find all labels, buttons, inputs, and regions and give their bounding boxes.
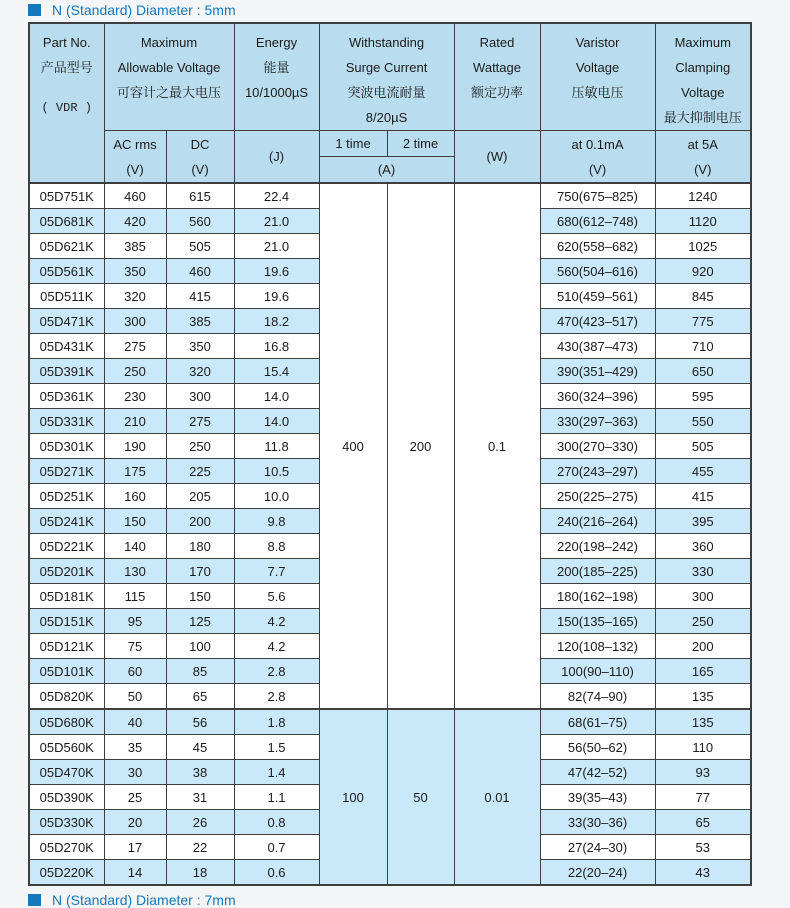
ac-rms-cell: 115 (104, 584, 166, 609)
two-time-subheader: 2 time (387, 131, 454, 157)
energy-cell: 14.0 (234, 384, 319, 409)
max-clamping-voltage-header (655, 23, 751, 131)
clamping-voltage-cell: 505 (655, 434, 751, 459)
ac-rms-cell: 25 (104, 785, 166, 810)
energy-cell: 0.6 (234, 860, 319, 886)
dc-cell: 275 (166, 409, 234, 434)
header-line: DC (190, 136, 210, 152)
part-no-cell: 05D560K (29, 735, 104, 760)
header-line: 可容计之最大电压 (117, 85, 222, 100)
header-line: Energy (255, 35, 298, 50)
varistor-voltage-cell: 39(35–43) (540, 785, 655, 810)
clamping-voltage-cell: 77 (655, 785, 751, 810)
ac-rms-cell: 350 (104, 259, 166, 284)
dc-cell: 38 (166, 760, 234, 785)
top-section-label (28, 0, 790, 17)
blue-square-icon (28, 894, 41, 906)
surge-2time-cell: 50 (387, 709, 454, 885)
dc-cell: 45 (166, 735, 234, 760)
energy-cell: 9.8 (234, 509, 319, 534)
clamping-voltage-cell: 300 (655, 584, 751, 609)
clamping-voltage-cell: 845 (655, 284, 751, 309)
clamping-voltage-cell: 250 (655, 609, 751, 634)
part-no-cell: 05D470K (29, 760, 104, 785)
clamping-voltage-cell: 1025 (655, 234, 751, 259)
varistor-voltage-cell: 100(90–110) (540, 659, 655, 684)
table-header (29, 23, 751, 183)
header-line: Allowable Voltage (117, 60, 221, 75)
header-line: Part No. (42, 35, 91, 50)
amp-unit-subheader: (A) (319, 157, 454, 184)
clamping-voltage-cell: 1240 (655, 183, 751, 209)
header-line: Maximum (674, 35, 731, 50)
ac-rms-cell: 20 (104, 810, 166, 835)
clamping-voltage-cell: 360 (655, 534, 751, 559)
header-line: Voltage (681, 85, 725, 100)
varistor-voltage-cell: 620(558–682) (540, 234, 655, 259)
header-line: Surge Current (345, 60, 428, 75)
varistor-voltage-cell: 300(270–330) (540, 434, 655, 459)
varistor-voltage-cell: 510(459–561) (540, 284, 655, 309)
dc-cell: 560 (166, 209, 234, 234)
table-row (29, 183, 751, 209)
varistor-voltage-cell: 33(30–36) (540, 810, 655, 835)
ac-rms-cell: 275 (104, 334, 166, 359)
clamping-voltage-cell: 53 (655, 835, 751, 860)
dc-cell: 225 (166, 459, 234, 484)
ac-rms-cell: 95 (104, 609, 166, 634)
energy-cell: 4.2 (234, 634, 319, 659)
header-line: Maximum (140, 35, 198, 50)
header-line: 10/1000µS (244, 85, 309, 100)
energy-unit-subheader: (J) (234, 131, 319, 184)
varistor-voltage-cell: 22(20–24) (540, 860, 655, 886)
energy-cell: 2.8 (234, 684, 319, 710)
clamping-voltage-cell: 595 (655, 384, 751, 409)
part-no-cell: 05D151K (29, 609, 104, 634)
energy-cell: 11.8 (234, 434, 319, 459)
header-line: (V) (126, 161, 144, 177)
varistor-voltage-cell: 560(504–616) (540, 259, 655, 284)
energy-cell: 16.8 (234, 334, 319, 359)
dc-cell: 300 (166, 384, 234, 409)
header-line: 能量 (263, 60, 290, 75)
part-no-cell: 05D221K (29, 534, 104, 559)
header-line: 额定功率 (471, 85, 524, 100)
ac-rms-cell: 300 (104, 309, 166, 334)
dc-cell: 320 (166, 359, 234, 384)
energy-cell: 18.2 (234, 309, 319, 334)
dc-cell: 31 (166, 785, 234, 810)
spec-table-body (29, 183, 751, 885)
varistor-voltage-cell: 200(185–225) (540, 559, 655, 584)
dc-cell: 18 (166, 860, 234, 886)
dc-subheader (166, 131, 234, 184)
part-no-cell: 05D201K (29, 559, 104, 584)
dc-cell: 250 (166, 434, 234, 459)
dc-cell: 415 (166, 284, 234, 309)
header-line: 8/20µS (365, 110, 408, 125)
part-no-cell: 05D820K (29, 684, 104, 710)
part-no-cell: 05D241K (29, 509, 104, 534)
varistor-voltage-cell: 360(324–396) (540, 384, 655, 409)
ac-rms-cell: 320 (104, 284, 166, 309)
part-no-header (29, 23, 104, 183)
header-line: Voltage (575, 60, 620, 75)
part-no-cell: 05D270K (29, 835, 104, 860)
watt-unit-subheader: (W) (454, 131, 540, 184)
clamping-voltage-cell: 650 (655, 359, 751, 384)
part-no-cell: 05D751K (29, 183, 104, 209)
ac-rms-cell: 130 (104, 559, 166, 584)
dc-cell: 350 (166, 334, 234, 359)
dc-cell: 460 (166, 259, 234, 284)
ac-rms-cell: 460 (104, 183, 166, 209)
varistor-voltage-cell: 150(135–165) (540, 609, 655, 634)
dc-cell: 615 (166, 183, 234, 209)
varistor-voltage-cell: 27(24–30) (540, 835, 655, 860)
varistor-voltage-cell: 250(225–275) (540, 484, 655, 509)
clamping-voltage-cell: 415 (655, 484, 751, 509)
header-line: (V) (588, 161, 607, 177)
clamping-voltage-cell: 920 (655, 259, 751, 284)
ac-rms-cell: 190 (104, 434, 166, 459)
energy-cell: 21.0 (234, 234, 319, 259)
header-line: Rated (479, 35, 515, 50)
ac-rms-cell: 50 (104, 684, 166, 710)
ac-rms-cell: 40 (104, 709, 166, 735)
ac-rms-cell: 75 (104, 634, 166, 659)
clamping-voltage-cell: 550 (655, 409, 751, 434)
ac-rms-cell: 250 (104, 359, 166, 384)
ac-rms-cell: 35 (104, 735, 166, 760)
rated-wattage-cell: 0.01 (454, 709, 540, 885)
energy-cell: 0.8 (234, 810, 319, 835)
header-line: 压敏电压 (571, 85, 624, 100)
rated-wattage-cell: 0.1 (454, 183, 540, 709)
energy-cell: 15.4 (234, 359, 319, 384)
part-no-cell: 05D330K (29, 810, 104, 835)
bottom-section-label (28, 892, 790, 907)
part-no-cell: 05D511K (29, 284, 104, 309)
varistor-voltage-cell: 56(50–62) (540, 735, 655, 760)
header-sub-row-1 (29, 131, 751, 157)
table-row (29, 709, 751, 735)
dc-cell: 200 (166, 509, 234, 534)
header-line: Varistor (575, 35, 620, 50)
top-section-label-text: N (Standard) Diameter : 5mm (52, 1, 236, 18)
surge-1time-cell: 100 (319, 709, 387, 885)
surge-1time-cell: 400 (319, 183, 387, 709)
dc-cell: 85 (166, 659, 234, 684)
part-no-cell: 05D220K (29, 860, 104, 886)
header-line: 产品型号 (40, 60, 93, 75)
dc-cell: 505 (166, 234, 234, 259)
energy-cell: 8.8 (234, 534, 319, 559)
varistor-voltage-cell: 330(297–363) (540, 409, 655, 434)
energy-cell: 19.6 (234, 259, 319, 284)
ac-rms-cell: 150 (104, 509, 166, 534)
header-line: 突波电流耐量 (347, 85, 426, 100)
energy-cell: 0.7 (234, 835, 319, 860)
clamping-voltage-cell: 135 (655, 684, 751, 710)
header-line: Clamping (675, 60, 731, 75)
clamping-voltage-cell: 395 (655, 509, 751, 534)
varistor-voltage-cell: 270(243–297) (540, 459, 655, 484)
varistor-voltage-cell: 82(74–90) (540, 684, 655, 710)
part-no-cell: 05D431K (29, 334, 104, 359)
dc-cell: 125 (166, 609, 234, 634)
one-time-subheader: 1 time (319, 131, 387, 157)
clamping-voltage-cell: 43 (655, 860, 751, 886)
energy-cell: 1.1 (234, 785, 319, 810)
dc-cell: 385 (166, 309, 234, 334)
ac-rms-cell: 160 (104, 484, 166, 509)
header-line: (V) (694, 161, 712, 177)
varistor-voltage-cell: 390(351–429) (540, 359, 655, 384)
part-no-cell: 05D391K (29, 359, 104, 384)
dc-cell: 100 (166, 634, 234, 659)
ac-rms-cell: 175 (104, 459, 166, 484)
ac-rms-cell: 14 (104, 860, 166, 886)
clamping-voltage-cell: 135 (655, 709, 751, 735)
dc-cell: 22 (166, 835, 234, 860)
varistor-voltage-cell: 430(387–473) (540, 334, 655, 359)
varistor-voltage-cell: 120(108–132) (540, 634, 655, 659)
clamping-subheader (655, 131, 751, 184)
ac-rms-cell: 230 (104, 384, 166, 409)
ac-rms-cell: 210 (104, 409, 166, 434)
varistor-voltage-cell: 750(675–825) (540, 183, 655, 209)
energy-cell: 19.6 (234, 284, 319, 309)
header-line: at 5A (687, 136, 718, 152)
header-main-row (29, 23, 751, 131)
varistor-voltage-cell: 220(198–242) (540, 534, 655, 559)
part-no-cell: 05D561K (29, 259, 104, 284)
dc-cell: 170 (166, 559, 234, 584)
dc-cell: 56 (166, 709, 234, 735)
part-no-cell: 05D331K (29, 409, 104, 434)
clamping-voltage-cell: 165 (655, 659, 751, 684)
varistor-subheader (540, 131, 655, 184)
surge-current-header (319, 23, 454, 131)
ac-rms-cell: 140 (104, 534, 166, 559)
energy-cell: 1.8 (234, 709, 319, 735)
header-line: (V) (191, 161, 209, 177)
varistor-voltage-cell: 47(42–52) (540, 760, 655, 785)
part-no-cell: 05D251K (29, 484, 104, 509)
dc-cell: 26 (166, 810, 234, 835)
energy-cell: 14.0 (234, 409, 319, 434)
dc-cell: 65 (166, 684, 234, 710)
varistor-voltage-cell: 68(61–75) (540, 709, 655, 735)
energy-cell: 1.5 (234, 735, 319, 760)
energy-cell: 21.0 (234, 209, 319, 234)
part-no-cell: 05D680K (29, 709, 104, 735)
clamping-voltage-cell: 65 (655, 810, 751, 835)
clamping-voltage-cell: 200 (655, 634, 751, 659)
varistor-voltage-cell: 680(612–748) (540, 209, 655, 234)
ac-rms-cell: 60 (104, 659, 166, 684)
dc-cell: 150 (166, 584, 234, 609)
ac-rms-cell: 420 (104, 209, 166, 234)
energy-cell: 2.8 (234, 659, 319, 684)
clamping-voltage-cell: 455 (655, 459, 751, 484)
energy-cell: 22.4 (234, 183, 319, 209)
energy-cell: 10.5 (234, 459, 319, 484)
energy-cell: 1.4 (234, 760, 319, 785)
energy-cell: 5.6 (234, 584, 319, 609)
ac-rms-cell: 30 (104, 760, 166, 785)
header-line: ( VDR ) (41, 101, 92, 115)
part-no-cell: 05D390K (29, 785, 104, 810)
part-no-cell: 05D121K (29, 634, 104, 659)
varistor-voltage-header (540, 23, 655, 131)
clamping-voltage-cell: 110 (655, 735, 751, 760)
clamping-voltage-cell: 1120 (655, 209, 751, 234)
energy-header (234, 23, 319, 131)
part-no-cell: 05D471K (29, 309, 104, 334)
energy-cell: 10.0 (234, 484, 319, 509)
part-no-cell: 05D271K (29, 459, 104, 484)
varistor-voltage-cell: 470(423–517) (540, 309, 655, 334)
bottom-section-label-text: N (Standard) Diameter : 7mm (52, 891, 236, 908)
header-line: 最大抑制电压 (663, 110, 742, 125)
part-no-cell: 05D621K (29, 234, 104, 259)
ac-rms-subheader (104, 131, 166, 184)
spec-table (28, 22, 752, 886)
part-no-cell: 05D181K (29, 584, 104, 609)
max-allowable-voltage-header (104, 23, 234, 131)
energy-cell: 7.7 (234, 559, 319, 584)
header-line: AC rms (113, 136, 157, 152)
varistor-voltage-cell: 180(162–198) (540, 584, 655, 609)
part-no-cell: 05D681K (29, 209, 104, 234)
header-line: Wattage (473, 60, 521, 75)
ac-rms-cell: 17 (104, 835, 166, 860)
surge-2time-cell: 200 (387, 183, 454, 709)
clamping-voltage-cell: 93 (655, 760, 751, 785)
clamping-voltage-cell: 775 (655, 309, 751, 334)
ac-rms-cell: 385 (104, 234, 166, 259)
part-no-cell: 05D101K (29, 659, 104, 684)
header-line: Withstanding (348, 35, 425, 50)
dc-cell: 205 (166, 484, 234, 509)
blue-square-icon (28, 4, 41, 16)
energy-cell: 4.2 (234, 609, 319, 634)
clamping-voltage-cell: 710 (655, 334, 751, 359)
part-no-cell: 05D361K (29, 384, 104, 409)
header-line: at 0.1mA (571, 136, 624, 152)
clamping-voltage-cell: 330 (655, 559, 751, 584)
rated-wattage-header (454, 23, 540, 131)
dc-cell: 180 (166, 534, 234, 559)
part-no-cell: 05D301K (29, 434, 104, 459)
varistor-voltage-cell: 240(216–264) (540, 509, 655, 534)
